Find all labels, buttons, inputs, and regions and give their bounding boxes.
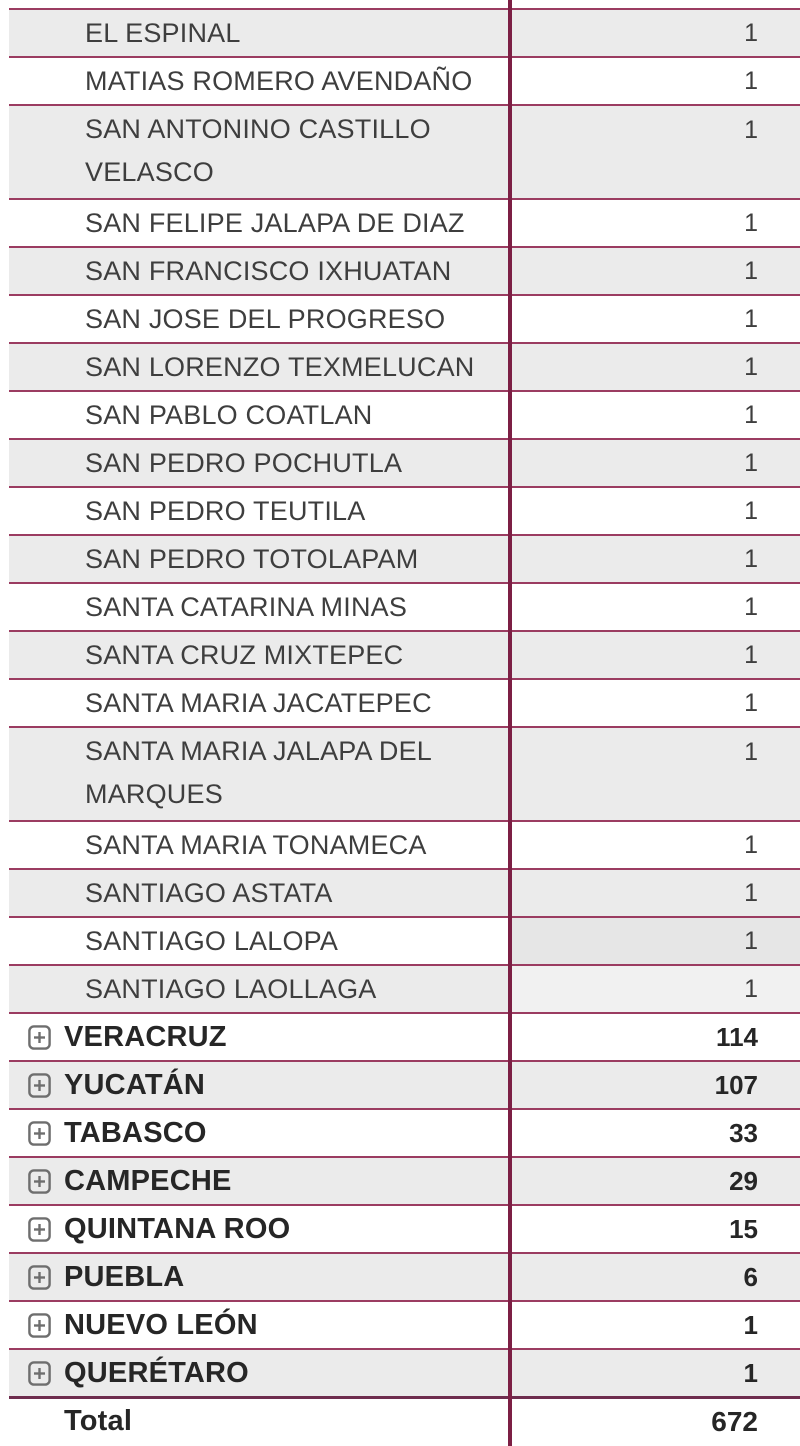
row-label-cell xyxy=(9,1158,508,1204)
row-label: QUERÉTARO xyxy=(64,1356,249,1389)
row-value: 1 xyxy=(744,738,758,766)
row-label: MATIAS ROMERO AVENDAÑO xyxy=(85,65,473,96)
row-label: SAN FELIPE JALAPA DE DIAZ xyxy=(85,207,465,238)
row-label: TABASCO xyxy=(64,1116,207,1149)
row-label-cell xyxy=(9,536,508,582)
row-value-cell xyxy=(508,1110,800,1156)
row-value: 1 xyxy=(744,304,758,333)
municipality-row[interactable] xyxy=(9,390,800,438)
row-label-cell xyxy=(9,680,508,726)
row-value-cell xyxy=(508,822,800,868)
row-value-cell xyxy=(508,488,800,534)
row-label: SANTIAGO ASTATA xyxy=(85,877,333,908)
row-value-cell xyxy=(508,966,800,1012)
matrix-table xyxy=(9,0,800,1444)
row-label-cell xyxy=(9,344,508,390)
state-row[interactable] xyxy=(9,1060,800,1108)
row-label: VERACRUZ xyxy=(64,1020,227,1053)
total-row xyxy=(9,1396,800,1444)
expand-plus-icon[interactable] xyxy=(28,1025,51,1050)
row-label-cell xyxy=(9,392,508,438)
municipality-row[interactable] xyxy=(9,820,800,868)
state-row[interactable] xyxy=(9,1156,800,1204)
row-label-cell xyxy=(9,1350,508,1396)
municipality-row[interactable] xyxy=(9,630,800,678)
row-value: 1 xyxy=(744,208,758,237)
row-value: 33 xyxy=(729,1117,758,1148)
row-label-cell xyxy=(9,1206,508,1252)
row-label: SAN ANTONINO CASTILLO VELASCO xyxy=(85,114,431,187)
row-label: SANTIAGO LAOLLAGA xyxy=(85,973,377,1004)
row-value: 1 xyxy=(744,640,758,669)
row-label-cell xyxy=(9,870,508,916)
row-value: 1 xyxy=(744,544,758,573)
row-value-cell xyxy=(508,296,800,342)
row-value: 672 xyxy=(711,1405,758,1437)
row-value: 1 xyxy=(744,448,758,477)
row-label-cell xyxy=(9,1014,508,1060)
row-value-cell xyxy=(508,344,800,390)
row-value: 1 xyxy=(744,400,758,429)
row-label: SAN PEDRO TEUTILA xyxy=(85,495,366,526)
municipality-row[interactable] xyxy=(9,486,800,534)
row-label-cell xyxy=(9,1302,508,1348)
row-value: 1 xyxy=(744,878,758,907)
row-value: 1 xyxy=(744,496,758,525)
row-value-cell xyxy=(508,1158,800,1204)
municipality-row[interactable] xyxy=(9,198,800,246)
row-value: 107 xyxy=(714,1069,758,1100)
row-label: SAN FRANCISCO IXHUATAN xyxy=(85,255,452,286)
state-row[interactable] xyxy=(9,1108,800,1156)
municipality-row[interactable] xyxy=(9,342,800,390)
row-value: 1 xyxy=(744,352,758,381)
row-label: SAN LORENZO TEXMELUCAN xyxy=(85,351,475,382)
municipality-row[interactable] xyxy=(9,8,800,56)
row-value-cell xyxy=(508,1254,800,1300)
row-label-cell xyxy=(9,1399,508,1444)
row-label: SANTA MARIA TONAMECA xyxy=(85,829,427,860)
row-label: SAN PABLO COATLAN xyxy=(85,399,373,430)
municipality-row[interactable] xyxy=(9,868,800,916)
row-label: PUEBLA xyxy=(64,1260,185,1293)
row-value-cell xyxy=(508,1206,800,1252)
municipality-row[interactable] xyxy=(9,294,800,342)
row-value-cell xyxy=(508,200,800,246)
expand-plus-icon[interactable] xyxy=(28,1217,51,1242)
row-label: NUEVO LEÓN xyxy=(64,1308,258,1341)
municipality-row[interactable] xyxy=(9,582,800,630)
row-value: 1 xyxy=(743,1309,758,1340)
row-label-cell xyxy=(9,822,508,868)
row-label-cell xyxy=(9,632,508,678)
state-row[interactable] xyxy=(9,1348,800,1396)
row-value-cell xyxy=(508,392,800,438)
row-label-cell xyxy=(9,58,508,104)
row-value-cell xyxy=(508,440,800,486)
expand-plus-icon[interactable] xyxy=(28,1265,51,1290)
state-row[interactable] xyxy=(9,1204,800,1252)
row-label: Total xyxy=(64,1405,133,1437)
municipality-row[interactable] xyxy=(9,438,800,486)
row-value-cell xyxy=(508,632,800,678)
row-value-cell xyxy=(508,248,800,294)
row-label-cell xyxy=(9,440,508,486)
row-value: 15 xyxy=(729,1213,758,1244)
row-label: SAN JOSE DEL PROGRESO xyxy=(85,303,446,334)
row-label: SANTIAGO LALOPA xyxy=(85,925,339,956)
row-value: 1 xyxy=(744,592,758,621)
row-value: 1 xyxy=(744,18,758,47)
row-value-cell xyxy=(508,1399,800,1444)
municipality-row[interactable] xyxy=(9,964,800,1012)
row-label-cell xyxy=(9,10,508,56)
row-label-cell xyxy=(9,728,508,820)
row-label: CAMPECHE xyxy=(64,1164,232,1197)
row-label: EL ESPINAL xyxy=(85,17,241,48)
row-value-cell xyxy=(508,1062,800,1108)
row-value-cell xyxy=(508,918,800,964)
row-value: 1 xyxy=(744,688,758,717)
municipality-row[interactable] xyxy=(9,104,800,198)
row-label: SANTA CATARINA MINAS xyxy=(85,591,408,622)
expand-plus-icon[interactable] xyxy=(28,1313,51,1338)
grid-vertical-divider xyxy=(508,0,512,1446)
municipality-row[interactable] xyxy=(9,678,800,726)
row-value-cell xyxy=(508,728,800,820)
row-label: SANTA CRUZ MIXTEPEC xyxy=(85,639,404,670)
state-row[interactable] xyxy=(9,1252,800,1300)
row-value-cell xyxy=(508,58,800,104)
municipality-row[interactable] xyxy=(9,56,800,104)
row-label-cell xyxy=(9,200,508,246)
row-value-cell xyxy=(508,1350,800,1396)
row-value: 1 xyxy=(744,830,758,859)
expand-plus-icon[interactable] xyxy=(28,1361,51,1386)
row-value: 1 xyxy=(744,974,758,1003)
row-label: YUCATÁN xyxy=(64,1068,206,1101)
row-label-cell xyxy=(9,1254,508,1300)
row-label-cell xyxy=(9,1062,508,1108)
row-value: 1 xyxy=(744,926,758,955)
state-row[interactable] xyxy=(9,1300,800,1348)
row-value: 1 xyxy=(743,1357,758,1388)
row-label: SANTA MARIA JALAPA DEL MARQUES xyxy=(85,736,432,809)
row-value-cell xyxy=(508,1014,800,1060)
row-value-cell xyxy=(508,106,800,198)
row-label-cell xyxy=(9,248,508,294)
row-label: SAN PEDRO POCHUTLA xyxy=(85,447,403,478)
row-value-cell xyxy=(508,870,800,916)
row-label: SANTA MARIA JACATEPEC xyxy=(85,687,432,718)
row-label-cell xyxy=(9,488,508,534)
row-value-cell xyxy=(508,10,800,56)
municipality-row[interactable] xyxy=(9,726,800,820)
row-label-cell xyxy=(9,918,508,964)
municipality-row[interactable] xyxy=(9,534,800,582)
expand-plus-icon[interactable] xyxy=(28,1169,51,1194)
row-value: 1 xyxy=(744,116,758,144)
row-value-cell xyxy=(508,536,800,582)
row-label: QUINTANA ROO xyxy=(64,1212,291,1245)
row-value-cell xyxy=(508,680,800,726)
row-label-cell xyxy=(9,584,508,630)
row-label-cell xyxy=(9,106,508,198)
row-value: 114 xyxy=(716,1021,758,1052)
municipality-row[interactable] xyxy=(9,916,800,964)
expand-plus-icon[interactable] xyxy=(28,1121,51,1146)
row-label: SAN PEDRO TOTOLAPAM xyxy=(85,543,419,574)
row-value: 6 xyxy=(743,1261,758,1292)
row-label-cell xyxy=(9,966,508,1012)
state-row[interactable] xyxy=(9,1012,800,1060)
row-value: 29 xyxy=(729,1165,758,1196)
expand-plus-icon[interactable] xyxy=(28,1073,51,1098)
row-value: 1 xyxy=(744,66,758,95)
row-value: 1 xyxy=(744,256,758,285)
row-label-cell xyxy=(9,1110,508,1156)
municipality-row[interactable] xyxy=(9,246,800,294)
row-value-cell xyxy=(508,1302,800,1348)
row-label-cell xyxy=(9,296,508,342)
row-value-cell xyxy=(508,584,800,630)
